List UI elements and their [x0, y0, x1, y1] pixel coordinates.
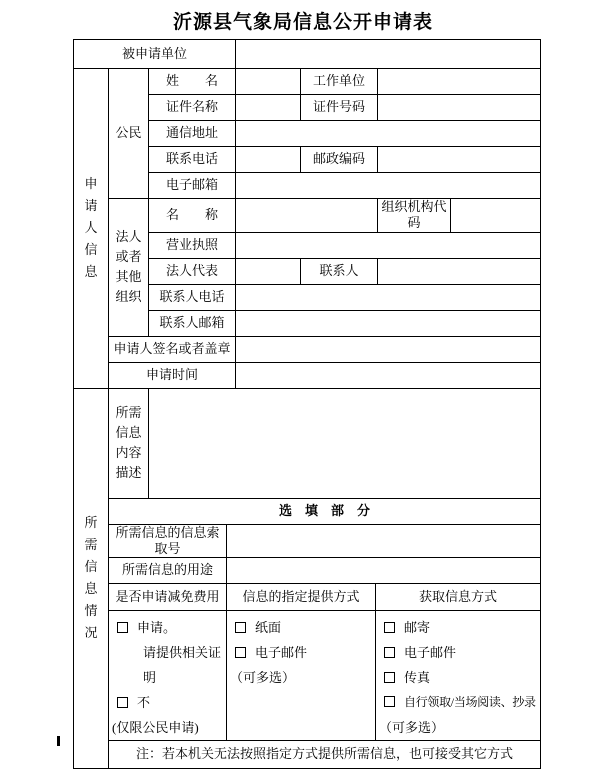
- requested-unit-label: 被申请单位: [74, 40, 236, 69]
- contact-phone-input[interactable]: [236, 284, 541, 310]
- email-input[interactable]: [236, 173, 541, 199]
- contact-phone-label: 联系人电话: [149, 284, 236, 310]
- required-info-table: [73, 388, 541, 769]
- footer-note: 注：若本机关无法按照指定方式提供所需信息，也可接受其它方式: [109, 741, 541, 769]
- fax-checkbox[interactable]: [384, 672, 395, 683]
- work-unit-input[interactable]: [378, 69, 541, 95]
- business-license-label: 营业执照: [149, 232, 236, 258]
- obtain-email-checkbox[interactable]: [384, 647, 395, 658]
- citizen-only-note: (仅限公民申请): [112, 715, 224, 740]
- cert-name-label: 证件名称: [149, 95, 236, 121]
- name-label: 姓 名: [149, 69, 236, 95]
- org-name-input[interactable]: [236, 199, 378, 233]
- no-apply-checkbox[interactable]: [117, 697, 128, 708]
- fee-waiver-cell: [109, 611, 227, 741]
- org-code-input[interactable]: [451, 199, 541, 233]
- contact-email-input[interactable]: [236, 310, 541, 336]
- org-group-cell: [109, 199, 149, 337]
- name-input[interactable]: [236, 69, 301, 95]
- fee-apply-option: [117, 615, 224, 640]
- provide-multiselect-note: （可多选）: [230, 665, 373, 690]
- apply-checkbox[interactable]: [117, 622, 128, 633]
- obtain-method-header: 获取信息方式: [376, 584, 541, 611]
- retrieval-number-input[interactable]: [227, 524, 541, 558]
- cert-number-input[interactable]: [378, 95, 541, 121]
- contact-email-label: 联系人邮箱: [149, 310, 236, 336]
- no-option-label: 不: [137, 695, 150, 710]
- address-label: 通信地址: [149, 121, 236, 147]
- applicant-section-label: 申请人信息: [84, 173, 99, 283]
- paper-checkbox[interactable]: [235, 622, 246, 633]
- purpose-label: 所需信息的用途: [109, 558, 227, 584]
- obtain-email-option: [384, 640, 538, 665]
- org-name-label: 名 称: [149, 199, 236, 233]
- info-description-cell: [109, 388, 149, 498]
- mail-option: [384, 615, 538, 640]
- apply-option-label: 申请。: [137, 620, 176, 635]
- legal-rep-input[interactable]: [236, 258, 301, 284]
- provide-email-option: [235, 640, 373, 665]
- signature-input[interactable]: [236, 336, 541, 362]
- info-section-label: 所需信息情况: [84, 512, 99, 645]
- retrieval-number-label: 所需信息的信息索取号: [109, 524, 227, 558]
- postal-code-input[interactable]: [378, 147, 541, 173]
- fee-no-option: [117, 690, 224, 715]
- contact-person-input[interactable]: [378, 258, 541, 284]
- requested-unit-input[interactable]: [236, 40, 541, 69]
- address-input[interactable]: [236, 121, 541, 147]
- cursor-mark: [57, 736, 60, 746]
- self-pickup-option: [384, 690, 538, 715]
- work-unit-label: 工作单位: [301, 69, 378, 95]
- provide-method-cell: [227, 611, 376, 741]
- apply-time-input[interactable]: [236, 362, 541, 388]
- info-description-input[interactable]: [149, 388, 541, 498]
- postal-code-label: 邮政编码: [301, 147, 378, 173]
- fax-option-label: 传真: [404, 670, 430, 685]
- info-description-label: 所需信息内容描述: [115, 403, 143, 484]
- paper-option: [235, 615, 373, 640]
- org-code-label: 组织机构代码: [378, 199, 451, 233]
- applicant-section-cell: [74, 69, 109, 389]
- provide-email-option-label: 电子邮件: [255, 645, 307, 660]
- apply-proof-note: 请提供相关证明: [117, 640, 224, 690]
- signature-label: 申请人签名或者盖章: [109, 336, 236, 362]
- citizen-group-label: 公民: [109, 69, 149, 199]
- self-pickup-option-label: 自行领取/当场阅读、抄录: [404, 695, 536, 709]
- self-pickup-checkbox[interactable]: [384, 696, 395, 707]
- fee-waiver-header: 是否申请减免费用: [109, 584, 227, 611]
- phone-input[interactable]: [236, 147, 301, 173]
- cert-name-input[interactable]: [236, 95, 301, 121]
- mail-checkbox[interactable]: [384, 622, 395, 633]
- purpose-input[interactable]: [227, 558, 541, 584]
- provide-email-checkbox[interactable]: [235, 647, 246, 658]
- obtain-multiselect-note: （可多选）: [379, 715, 538, 740]
- legal-rep-label: 法人代表: [149, 258, 236, 284]
- obtain-email-option-label: 电子邮件: [404, 645, 456, 660]
- business-license-input[interactable]: [236, 232, 541, 258]
- contact-person-label: 联系人: [301, 258, 378, 284]
- phone-label: 联系电话: [149, 147, 236, 173]
- info-section-cell: [74, 388, 109, 769]
- mail-option-label: 邮寄: [404, 620, 430, 635]
- email-label: 电子邮箱: [149, 173, 236, 199]
- form-title: 沂源县气象局信息公开申请表: [0, 0, 606, 34]
- obtain-method-cell: [376, 611, 541, 741]
- fax-option: [384, 665, 538, 690]
- provide-method-header: 信息的指定提供方式: [227, 584, 376, 611]
- paper-option-label: 纸面: [255, 620, 281, 635]
- apply-time-label: 申请时间: [109, 362, 236, 388]
- org-group-label: 法人或者其他组织: [115, 227, 143, 308]
- optional-section-header: 选 填 部 分: [109, 498, 541, 524]
- cert-number-label: 证件号码: [301, 95, 378, 121]
- applicant-table: [73, 39, 541, 389]
